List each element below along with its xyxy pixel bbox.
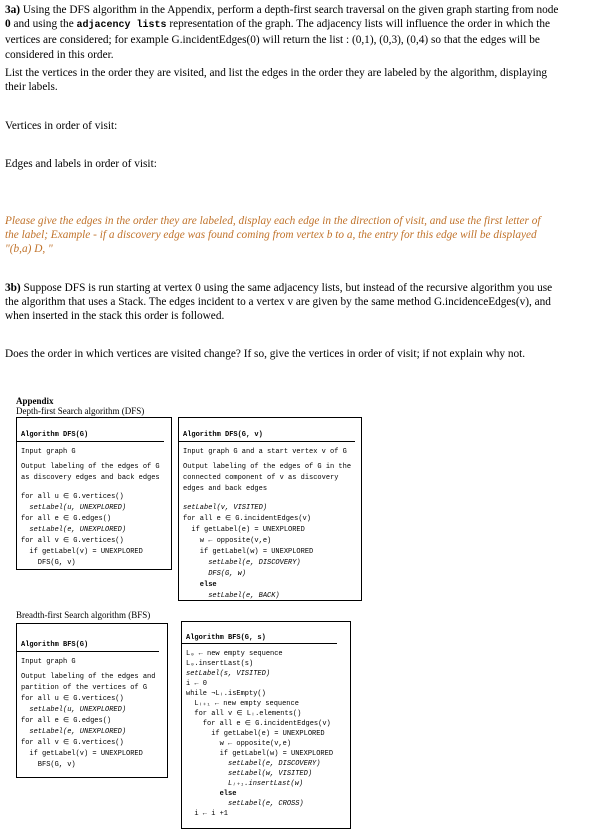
bfs-rec-l17: i ← i +1 <box>186 810 229 818</box>
q3a-line3: vertices are considered; for example G.incidentEdges(0) will return the list : (0,1), (0,3), (0,4) so that the edges will be <box>5 34 540 47</box>
bfs-main-header: Algorithm BFS(G) <box>21 641 89 649</box>
bfs-title: Breadth-first Search algorithm (BFS) <box>16 610 151 620</box>
dfs-main-l6: if getLabel(v) = UNEXPLORED <box>21 548 143 556</box>
dfs-rec-l5: if getLabel(w) = UNEXPLORED <box>183 548 314 556</box>
q3b-question: Does the order in which vertices are visited change? If so, give the vertices in order of visit; if not explain why not. <box>5 348 526 360</box>
bfs-main-l3: for all e ∈ G.edges() <box>21 717 112 725</box>
hint-line3: "(b,a) D, " <box>5 243 53 256</box>
dfs-main-l7: DFS(G, v) <box>21 559 76 567</box>
q3b-label: 3b) <box>5 282 21 294</box>
bfs-rec-l14: Lᵢ₊₁.insertLast(w) <box>186 780 304 788</box>
bfs-main-code <box>21 629 155 793</box>
question-3a <box>5 3 591 62</box>
bfs-main-l5: for all v ∈ G.vertices() <box>21 739 124 747</box>
bfs-main-l1: for all u ∈ G.vertices() <box>21 695 124 703</box>
bfs-rec-l2: L₀.insertLast(s) <box>186 660 254 668</box>
dfs-title: Depth-first Search algorithm (DFS) <box>16 406 145 416</box>
bfs-rec-l15: else <box>186 790 237 798</box>
dfs-rec-l3: if getLabel(e) = UNEXPLORED <box>183 526 305 534</box>
dfs-rec-l8: else <box>183 581 217 589</box>
dfs-main-input: Input graph G <box>21 448 76 456</box>
bfs-rec-header: Algorithm BFS(G, s) <box>186 634 266 642</box>
q3a-start-node: 0 <box>5 18 11 31</box>
bfs-rec-l13: setLabel(w, VISITED) <box>186 770 313 778</box>
bfs-main-input: Input graph G <box>21 658 76 666</box>
dfs-rec-l6: setLabel(e, DISCOVERY) <box>183 559 301 567</box>
bfs-rec-l12: setLabel(e, DISCOVERY) <box>186 760 321 768</box>
bfs-main-l4: setLabel(e, UNEXPLORED) <box>21 728 127 736</box>
dfs-main-l1: for all u ∈ G.vertices() <box>21 493 124 501</box>
dfs-rec-l4: w ← opposite(v,e) <box>183 537 272 545</box>
q3b-line3: when inserted in the stack this order is followed. <box>5 310 225 323</box>
q3a-hint <box>5 214 591 257</box>
vertices-prompt: Vertices in order of visit: <box>5 120 118 132</box>
dfs-main-l5: for all v ∈ G.vertices() <box>21 537 124 545</box>
dfs-main-output1: Output labeling of the edges of G <box>21 463 160 471</box>
dfs-main-output2: as discovery edges and back edges <box>21 474 160 482</box>
hint-line1: Please give the edges in the order they are labeled, display each edge in the direction of visit, and use the first letter of <box>5 215 541 227</box>
bfs-rec-l9: if getLabel(e) = UNEXPLORED <box>186 730 325 738</box>
dfs-rec-l7: DFS(G, w) <box>183 570 247 578</box>
bfs-main-l2: setLabel(u, UNEXPLORED) <box>21 706 127 714</box>
appendix-title: Appendix <box>16 396 54 406</box>
q3b-line2: the algorithm that uses a Stack. The edges incident to a vertex v are given by the same method G.incidenceEdges(v), and <box>5 296 551 309</box>
dfs-main-box <box>16 417 172 570</box>
q3a-adjacency-term: adjacency lists <box>76 20 167 32</box>
dfs-main-header: Algorithm DFS(G) <box>21 431 89 439</box>
q3a-instructions <box>5 66 591 94</box>
bfs-main-box <box>16 623 168 778</box>
dfs-main-code <box>21 419 160 591</box>
edges-prompt: Edges and labels in order of visit: <box>5 158 157 170</box>
bfs-rec-l16: setLabel(e, CROSS) <box>186 800 304 808</box>
bfs-rec-box <box>181 621 351 829</box>
bfs-main-output1: Output labeling of the edges and <box>21 673 156 681</box>
q3a-label: 3a) <box>5 4 21 16</box>
bfs-rec-l3: setLabel(s, VISITED) <box>186 670 271 678</box>
dfs-rec-box <box>178 417 362 601</box>
dfs-rec-output3: edges and back edges <box>183 485 268 493</box>
bfs-rec-l7: for all v ∈ Lᵢ.elements() <box>186 710 302 718</box>
dfs-rec-code <box>183 419 351 624</box>
bfs-main-l6: if getLabel(v) = UNEXPLORED <box>21 750 143 758</box>
bfs-rec-l11: if getLabel(w) = UNEXPLORED <box>186 750 334 758</box>
bfs-rec-l8: for all e ∈ G.incidentEdges(v) <box>186 720 331 728</box>
dfs-rec-l2: for all e ∈ G.incidentEdges(v) <box>183 515 311 523</box>
dfs-rec-l1: setLabel(v, VISITED) <box>183 504 268 512</box>
dfs-main-l3: for all e ∈ G.edges() <box>21 515 112 523</box>
bfs-rec-l4: i ← 0 <box>186 680 208 688</box>
bfs-main-output2: partition of the vertices of G <box>21 684 148 692</box>
bfs-rec-l10: w ← opposite(v,e) <box>186 740 292 748</box>
hint-line2: the label; Example - if a discovery edge was found coming from vertex b to a, the entry for this edge will be displayed <box>5 229 537 242</box>
q3a-line2c: representation of the graph. The adjacency lists will influence the order in which the <box>166 18 551 31</box>
dfs-rec-output2: connected component of v as discovery <box>183 474 339 482</box>
bfs-rec-l1: L₀ ← new empty sequence <box>186 650 283 658</box>
q3a-line2a: and using the <box>10 18 77 31</box>
bfs-rec-code <box>186 623 333 839</box>
question-3b <box>5 281 591 324</box>
q3a-instr1: List the vertices in the order they are visited, and list the edges in the order they are labeled by the algorithm, displaying <box>5 67 548 79</box>
dfs-main-l2: setLabel(u, UNEXPLORED) <box>21 504 127 512</box>
bfs-main-l7: BFS(G, v) <box>21 761 76 769</box>
dfs-rec-input: Input graph G and a start vertex v of G <box>183 448 347 456</box>
dfs-rec-l9: setLabel(e, BACK) <box>183 592 280 600</box>
dfs-rec-output1: Output labeling of the edges of G in the <box>183 463 352 471</box>
q3a-line1: Using the DFS algorithm in the Appendix, perform a depth-first search traversal on the given graph starting from node <box>20 4 559 16</box>
q3b-line1: Suppose DFS is run starting at vertex 0 using the same adjacency lists, but instead of the recursive algorithm you use <box>20 282 553 294</box>
bfs-rec-l5: while ¬Lᵢ.isEmpty() <box>186 690 266 698</box>
bfs-rec-l6: Lᵢ₊₁ ← new empty sequence <box>186 700 299 708</box>
q3a-line4: considered in this order. <box>5 48 114 61</box>
q3a-instr2: their labels. <box>5 81 58 94</box>
dfs-main-l4: setLabel(e, UNEXPLORED) <box>21 526 127 534</box>
dfs-rec-header: Algorithm DFS(G, v) <box>183 431 263 439</box>
